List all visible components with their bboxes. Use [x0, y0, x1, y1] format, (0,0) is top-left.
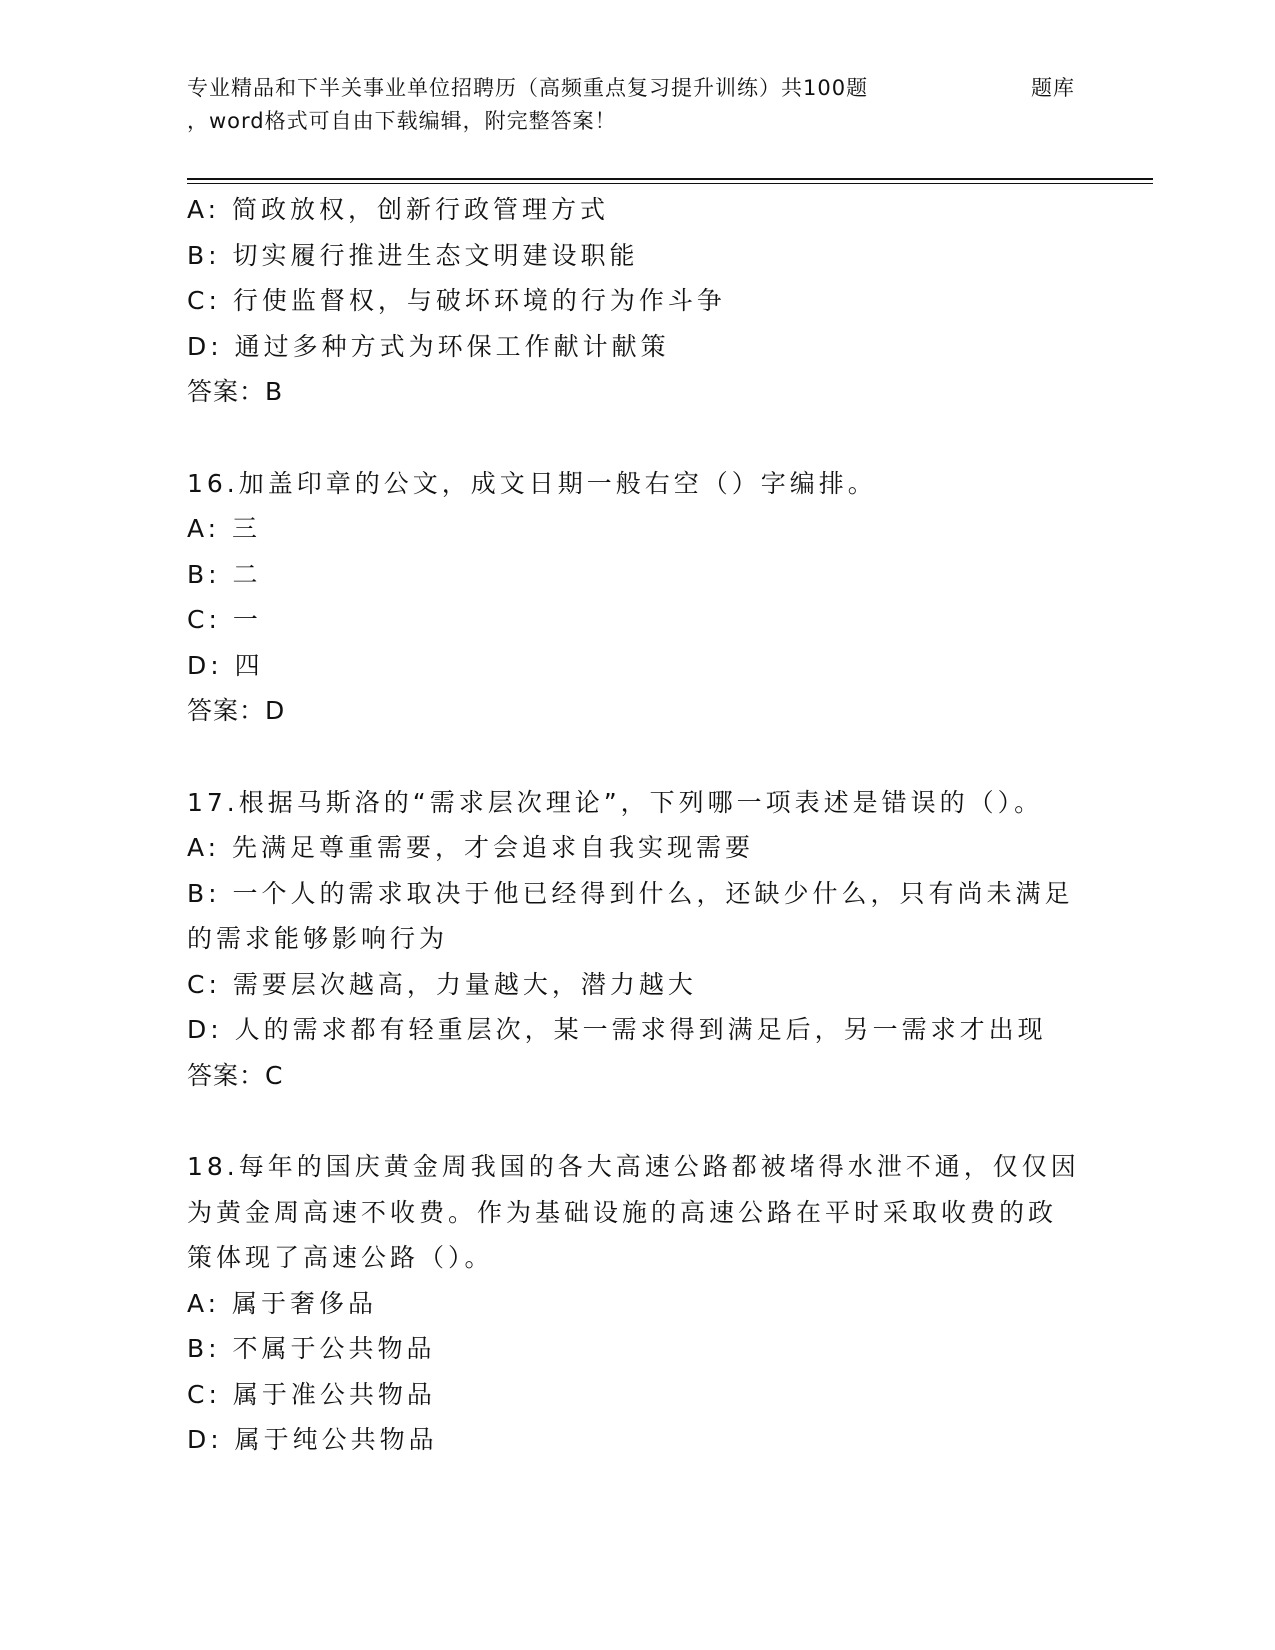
header-rule-thin [187, 183, 1153, 184]
option-d: D: 人的需求都有轻重层次，某一需求得到满足后，另一需求才出现 [187, 1015, 1047, 1044]
option-a: A: 三 [187, 514, 262, 543]
question-list [187, 187, 1087, 1463]
answer-line: 答案：C [187, 1060, 284, 1090]
question-stem-continued: 策体现了高速公路（）。 [187, 1243, 494, 1272]
spacer [187, 1098, 1087, 1144]
spacer [187, 415, 1087, 461]
option-a: A: 先满足尊重需要，才会追求自我实现需要 [187, 833, 755, 862]
option-a: A: 简政放权，创新行政管理方式 [187, 195, 610, 224]
question-17 [187, 780, 1087, 1099]
question-16 [187, 461, 1087, 734]
spacer [187, 734, 1087, 780]
page-header [187, 72, 1147, 138]
option-c: C: 一 [187, 605, 262, 634]
header-rule-thick [187, 178, 1153, 180]
option-c: C: 行使监督权，与破坏环境的行为作斗争 [187, 286, 726, 315]
option-b: B: 一个人的需求取决于他已经得到什么，还缺少什么，只有尚未满足 [187, 878, 1074, 908]
question-stem: 16.加盖印章的公文，成文日期一般右空（）字编排。 [187, 468, 877, 498]
option-a: A: 属于奢侈品 [187, 1288, 378, 1318]
option-b-continued: 的需求能够影响行为 [187, 924, 449, 953]
question-18 [187, 1144, 1087, 1463]
option-b: B: 切实履行推进生态文明建设职能 [187, 240, 639, 270]
answer-line: 答案：D [187, 696, 286, 725]
header-line-1 [187, 72, 1147, 105]
header-tag: 题库 [1031, 76, 1075, 100]
question-15-options [187, 187, 1087, 415]
header-title: 专业精品和下半关事业单位招聘历（高频重点复习提升训练）共100题 [187, 76, 869, 100]
question-stem: 18.每年的国庆黄金周我国的各大高速公路都被堵得水泄不通，仅仅因 [187, 1152, 1080, 1181]
option-b: B: 二 [187, 559, 262, 589]
option-c: C: 需要层次越高，力量越大，潜力越大 [187, 969, 697, 999]
option-d: D: 四 [187, 650, 264, 680]
option-b: B: 不属于公共物品 [187, 1334, 436, 1363]
question-stem: 17.根据马斯洛的“需求层次理论”，下列哪一项表述是错误的（）。 [187, 787, 1044, 817]
question-stem-continued: 为黄金周高速不收费。作为基础设施的高速公路在平时采取收费的政 [187, 1197, 1058, 1227]
answer-line: 答案：B [187, 377, 284, 406]
header-line-2: ，word格式可自由下载编辑，附完整答案！ [187, 109, 617, 133]
option-c: C: 属于准公共物品 [187, 1379, 436, 1409]
option-d: D: 通过多种方式为环保工作献计献策 [187, 331, 670, 361]
option-d: D: 属于纯公共物品 [187, 1425, 438, 1454]
